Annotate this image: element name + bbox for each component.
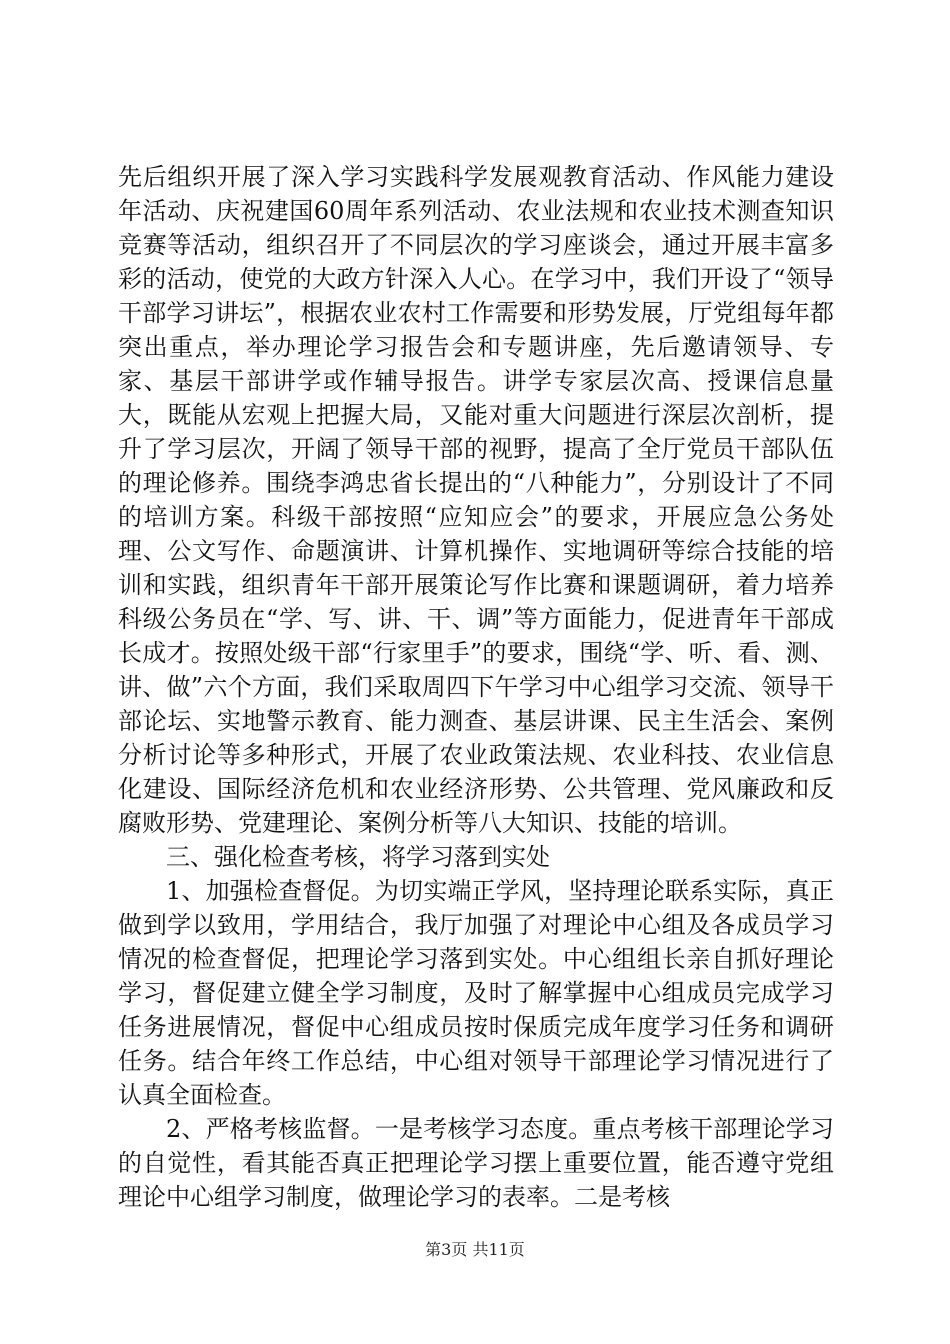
paragraph-inspection: 1、加强检查督促。为切实端正学风，坚持理论联系实际，真正做到学以致用，学用结合，我厅加强了对理论中心组及各成员学习情况的检查督促，把理论学习落到实处。中心组组长亲自抓好理论学习，督促建立健全学习制度，及时了解掌握中心组成员完成学习任务进展情况，督促中心组成员按时保质完成年度学习任务和调研任务。结合年终工作总结，中心组对领导干部理论学习情况进行了认真全面检查。 — [118, 877, 834, 1109]
paragraph-assessment: 2、严格考核监督。一是考核学习态度。重点考核干部理论学习的自觉性，看其能否真正把理论学习摆上重要位置，能否遵守党组理论中心组学习制度，做理论学习的表率。二是考核 — [118, 1115, 834, 1211]
document-body — [118, 160, 834, 1214]
paragraph-1: 先后组织开展了深入学习实践科学发展观教育活动、作风能力建设年活动、庆祝建国60周年系列活动、农业法规和农业技术测查知识竞赛等活动，组织召开了不同层次的学习座谈会，通过开展丰富多彩的活动，使党的大政方针深入人心。在学习中，我们开设了“领导干部学习讲坛”，根据农业农村工作需要和形势发展，厅党组每年都突出重点，举办理论学习报告会和专题讲座，先后邀请领导、专家、基层干部讲学或作辅导报告。讲学专家层次高、授课信息量大，既能从宏观上把握大局，又能对重大问题进行深层次剖析，提升了学习层次，开阔了领导干部的视野，提高了全厅党员干部队伍的理论修养。围绕李鸿忠省长提出的“八种能力”，分别设计了不同的培训方案。科级干部按照“应知应会”的要求，开展应急公务处理、公文写作、命题演讲、计算机操作、实地调研等综合技能的培训和实践，组织青年干部开展策论写作比赛和课题调研，着力培养科级公务员在“学、写、讲、干、调”等方面能力，促进青年干部成长成才。按照处级干部“行家里手”的要求，围绕“学、听、看、测、讲、做”六个方面，我们采取周四下午学习中心组学习交流、领导干部论坛、实地警示教育、能力测查、基层讲课、民主生活会、案例分析讨论等多种形式，开展了农业政策法规、农业科技、农业信息化建设、国际经济危机和农业经济形势、公共管理、党风廉政和反腐败形势、党建理论、案例分析等八大知识、技能的培训。 — [118, 163, 834, 837]
page-number-footer: 第3页 共11页 — [425, 1240, 525, 1259]
section-heading: 三、强化检查考核，将学习落到实处 — [166, 843, 550, 871]
